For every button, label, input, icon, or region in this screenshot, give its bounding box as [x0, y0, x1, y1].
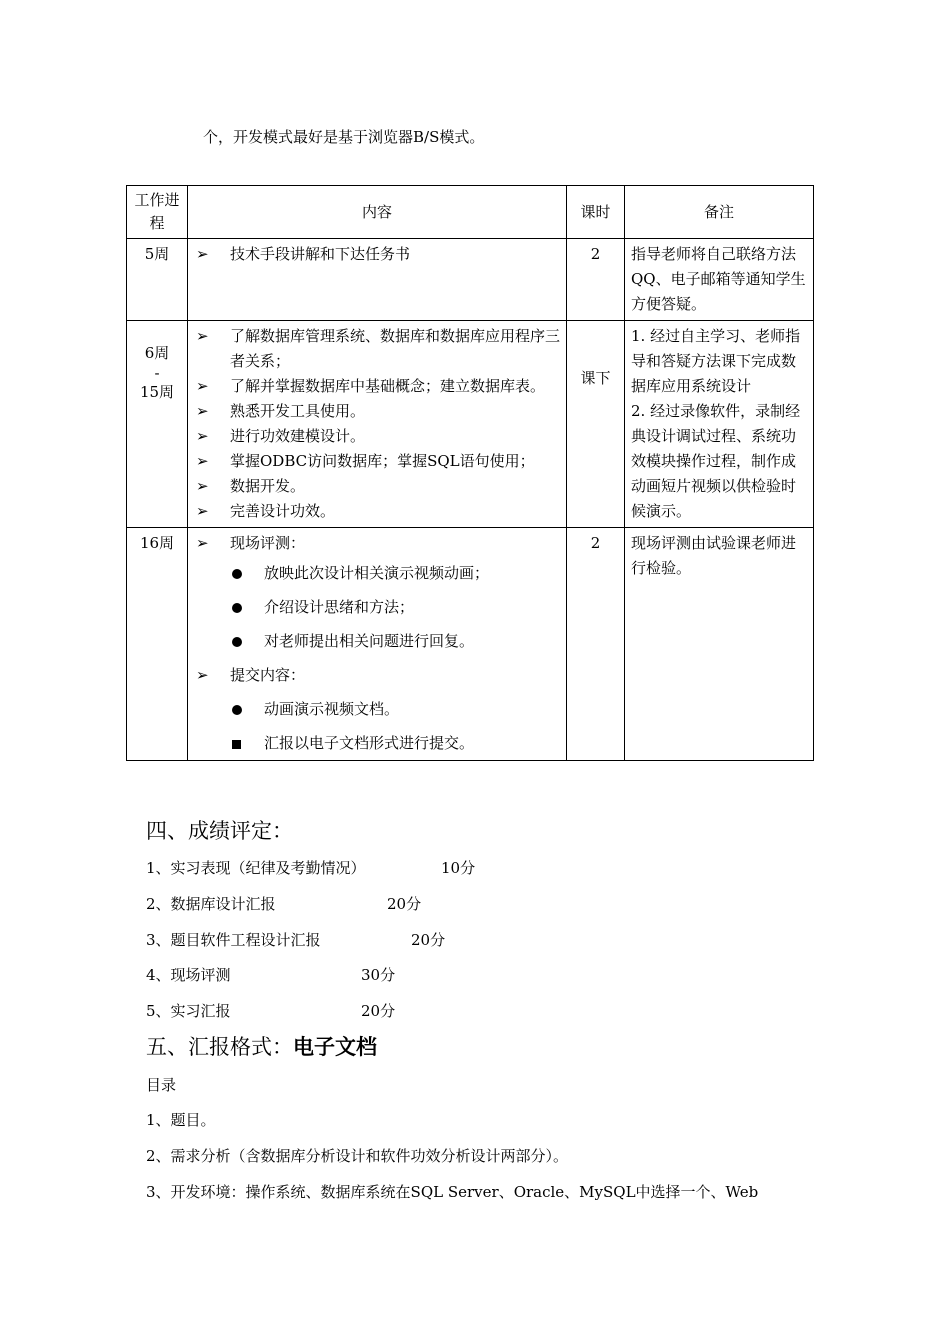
round-bullet-icon — [232, 637, 242, 647]
report-line: 2、需求分析（含数据库分析设计和软件功效分析设计两部分）。 — [146, 1147, 569, 1165]
arrow-bullet-icon: ➢ — [196, 502, 209, 520]
round-bullet-icon — [232, 569, 242, 579]
section-heading-report-format: 五、汇报格式：电子文档 — [146, 1035, 377, 1059]
table-header-row — [127, 186, 814, 239]
arrow-bullet-icon: ➢ — [196, 402, 209, 420]
list-item: ➢ 技术手段讲解和下达任务书 — [194, 242, 560, 267]
content-cell — [188, 321, 567, 528]
arrow-bullet-icon: ➢ — [196, 427, 209, 445]
grading-item-label: 2、数据库设计汇报 — [146, 895, 276, 913]
note-cell: 指导老师将自己联络方法QQ、电子邮箱等通知学生方便答疑。 — [625, 239, 814, 321]
week-cell: 6周 - 15周 — [127, 321, 188, 528]
list-item: ➢ 提交内容： — [194, 658, 560, 692]
week-cell: 16周 — [127, 528, 188, 761]
arrow-bullet-icon: ➢ — [196, 452, 209, 470]
week-cell: 5周 — [127, 239, 188, 321]
list-item: 对老师提出相关问题进行回复。 — [194, 624, 560, 658]
grading-item-score: 20分 — [411, 931, 446, 949]
report-line: 目录 — [146, 1076, 177, 1094]
list-item: 介绍设计思绪和方法； — [194, 590, 560, 624]
header-note: 备注 — [625, 186, 814, 239]
list-item: ➢ 了解数据库管理系统、数据库和数据库应用程序三者关系； — [194, 324, 560, 374]
grading-item-score: 20分 — [387, 895, 422, 913]
schedule-table — [126, 185, 814, 761]
grading-item-label: 4、现场评测 — [146, 966, 231, 984]
list-item: 放映此次设计相关演示视频动画； — [194, 556, 560, 590]
square-bullet-icon — [232, 740, 241, 749]
hours-cell: 2 — [567, 528, 625, 761]
arrow-bullet-icon: ➢ — [196, 245, 209, 263]
report-line: 1、题目。 — [146, 1111, 216, 1129]
list-item: 动画演示视频文档。 — [194, 692, 560, 726]
list-item: ➢ 了解并掌握数据库中基础概念；建立数据库表。 — [194, 374, 560, 399]
list-item: ➢ 数据开发。 — [194, 474, 560, 499]
header-hours: 课时 — [567, 186, 625, 239]
report-line: 3、开发环境：操作系统、数据库系统在SQL Server、Oracle、MySQL中选择一个、Web — [146, 1183, 759, 1201]
content-cell — [188, 239, 567, 321]
grading-item-score: 10分 — [441, 859, 476, 877]
list-item: ➢ 完善设计功效。 — [194, 499, 560, 524]
header-content: 内容 — [188, 186, 567, 239]
grading-item-score: 20分 — [361, 1002, 396, 1020]
content-cell — [188, 528, 567, 761]
grading-item-label: 3、题目软件工程设计汇报 — [146, 931, 321, 949]
list-item: 汇报以电子文档形式进行提交。 — [194, 726, 560, 760]
header-progress: 工作进程 — [127, 186, 188, 239]
round-bullet-icon — [232, 603, 242, 613]
intro-text: 个，开发模式最好是基于浏览器B/S模式。 — [203, 128, 485, 146]
grading-item-score: 30分 — [361, 966, 396, 984]
arrow-bullet-icon: ➢ — [196, 666, 209, 684]
note-cell: 1. 经过自主学习、老师指导和答疑方法课下完成数据库应用系统设计 2. 经过录像软件，录制经典设计调试过程、系统功效模块操作过程，制作成动画短片视频以供检验时候演示。 — [625, 321, 814, 528]
section-heading-grading: 四、成绩评定： — [146, 819, 293, 843]
hours-cell: 课下 — [567, 321, 625, 528]
grading-item-label: 5、实习汇报 — [146, 1002, 231, 1020]
list-item: ➢ 进行功效建模设计。 — [194, 424, 560, 449]
list-item: ➢ 掌握ODBC访问数据库；掌握SQL语句使用； — [194, 449, 560, 474]
arrow-bullet-icon: ➢ — [196, 377, 209, 395]
table-row — [127, 528, 814, 761]
table-row — [127, 239, 814, 321]
table-row — [127, 321, 814, 528]
hours-cell: 2 — [567, 239, 625, 321]
arrow-bullet-icon: ➢ — [196, 534, 209, 552]
arrow-bullet-icon: ➢ — [196, 327, 209, 345]
grading-item-label: 1、实习表现（纪律及考勤情况） — [146, 859, 366, 877]
list-item: ➢ 现场评测： — [194, 531, 560, 556]
list-item: ➢ 熟悉开发工具使用。 — [194, 399, 560, 424]
round-bullet-icon — [232, 705, 242, 715]
note-cell: 现场评测由试验课老师进行检验。 — [625, 528, 814, 761]
report-format-value: 电子文档 — [293, 1035, 377, 1059]
arrow-bullet-icon: ➢ — [196, 477, 209, 495]
